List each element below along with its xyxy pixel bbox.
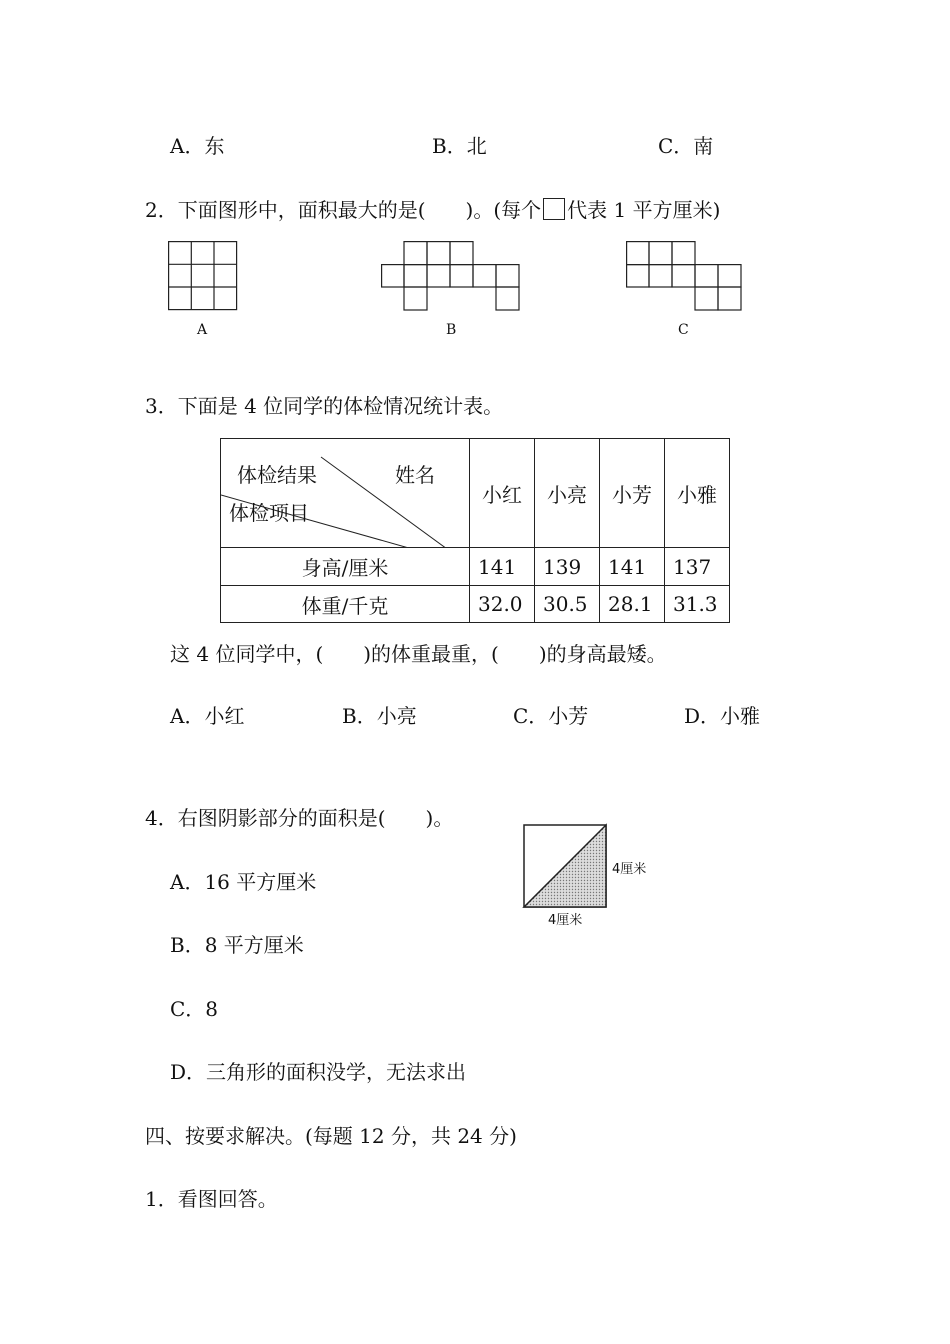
q3-option-c: C．小芳 <box>513 704 589 728</box>
q4-option-d: D．三角形的面积没学，无法求出 <box>170 1060 467 1084</box>
table-cell: 141 <box>470 548 535 586</box>
q1-option-c: C．南 <box>658 134 714 158</box>
table-row <box>221 548 730 586</box>
q3-intro: 3．下面是 4 位同学的体检情况统计表。 <box>145 394 504 418</box>
table-cell: 32.0 <box>470 586 535 623</box>
table-cell: 28.1 <box>600 586 665 623</box>
shaded-triangle-figure <box>520 822 610 912</box>
q3-option-d: D．小雅 <box>684 704 761 728</box>
unit-square-icon <box>543 198 565 220</box>
q3-option-b: B．小亮 <box>342 704 417 728</box>
corner-bottom-label: 体检项目 <box>229 501 309 525</box>
figure-a-grid <box>168 241 238 311</box>
q4-option-b: B．8 平方厘米 <box>170 933 304 957</box>
figure-c-label: C <box>678 322 689 338</box>
q2-question <box>145 194 720 223</box>
q3-option-a: A．小红 <box>170 704 245 728</box>
table-cell: 141 <box>600 548 665 586</box>
table-cell: 137 <box>665 548 730 586</box>
name-cell: 小雅 <box>665 439 730 548</box>
corner-right-label: 姓名 <box>395 463 435 487</box>
health-check-table <box>220 438 730 623</box>
q1-option-b: B．北 <box>432 134 487 158</box>
row-label: 身高/厘米 <box>221 548 470 586</box>
q2-text-after: 代表 1 平方厘米) <box>567 198 721 222</box>
figure-b-label: B <box>446 322 457 338</box>
name-cell: 小亮 <box>535 439 600 548</box>
side-right-label: 4厘米 <box>612 862 647 877</box>
q3-question: 这 4 位同学中，( )的体重最重，( )的身高最矮。 <box>170 642 667 666</box>
figure-c-grid <box>626 241 744 311</box>
corner-top-label: 体检结果 <box>237 463 317 487</box>
q4-option-a: A．16 平方厘米 <box>170 870 317 894</box>
table-header-row <box>221 439 730 548</box>
table-cell: 139 <box>535 548 600 586</box>
q4-question: 4．右图阴影部分的面积是( )。 <box>145 806 454 830</box>
figure-b-grid <box>381 241 521 311</box>
row-label: 体重/千克 <box>221 586 470 623</box>
q2-text-before: 2．下面图形中，面积最大的是( )。(每个 <box>145 198 542 222</box>
name-cell: 小芳 <box>600 439 665 548</box>
figure-a-label: A <box>197 322 208 338</box>
section4-title: 四、按要求解决。(每题 12 分，共 24 分) <box>145 1124 517 1148</box>
table-row <box>221 586 730 623</box>
section4-item1: 1．看图回答。 <box>145 1187 278 1211</box>
name-cell: 小红 <box>470 439 535 548</box>
table-cell: 30.5 <box>535 586 600 623</box>
q1-option-a: A．东 <box>170 134 225 158</box>
table-corner-cell <box>221 439 470 548</box>
side-bottom-label: 4厘米 <box>548 913 583 928</box>
table-cell: 31.3 <box>665 586 730 623</box>
q4-option-c: C．8 <box>170 997 219 1021</box>
diagonal-lines <box>221 439 469 547</box>
